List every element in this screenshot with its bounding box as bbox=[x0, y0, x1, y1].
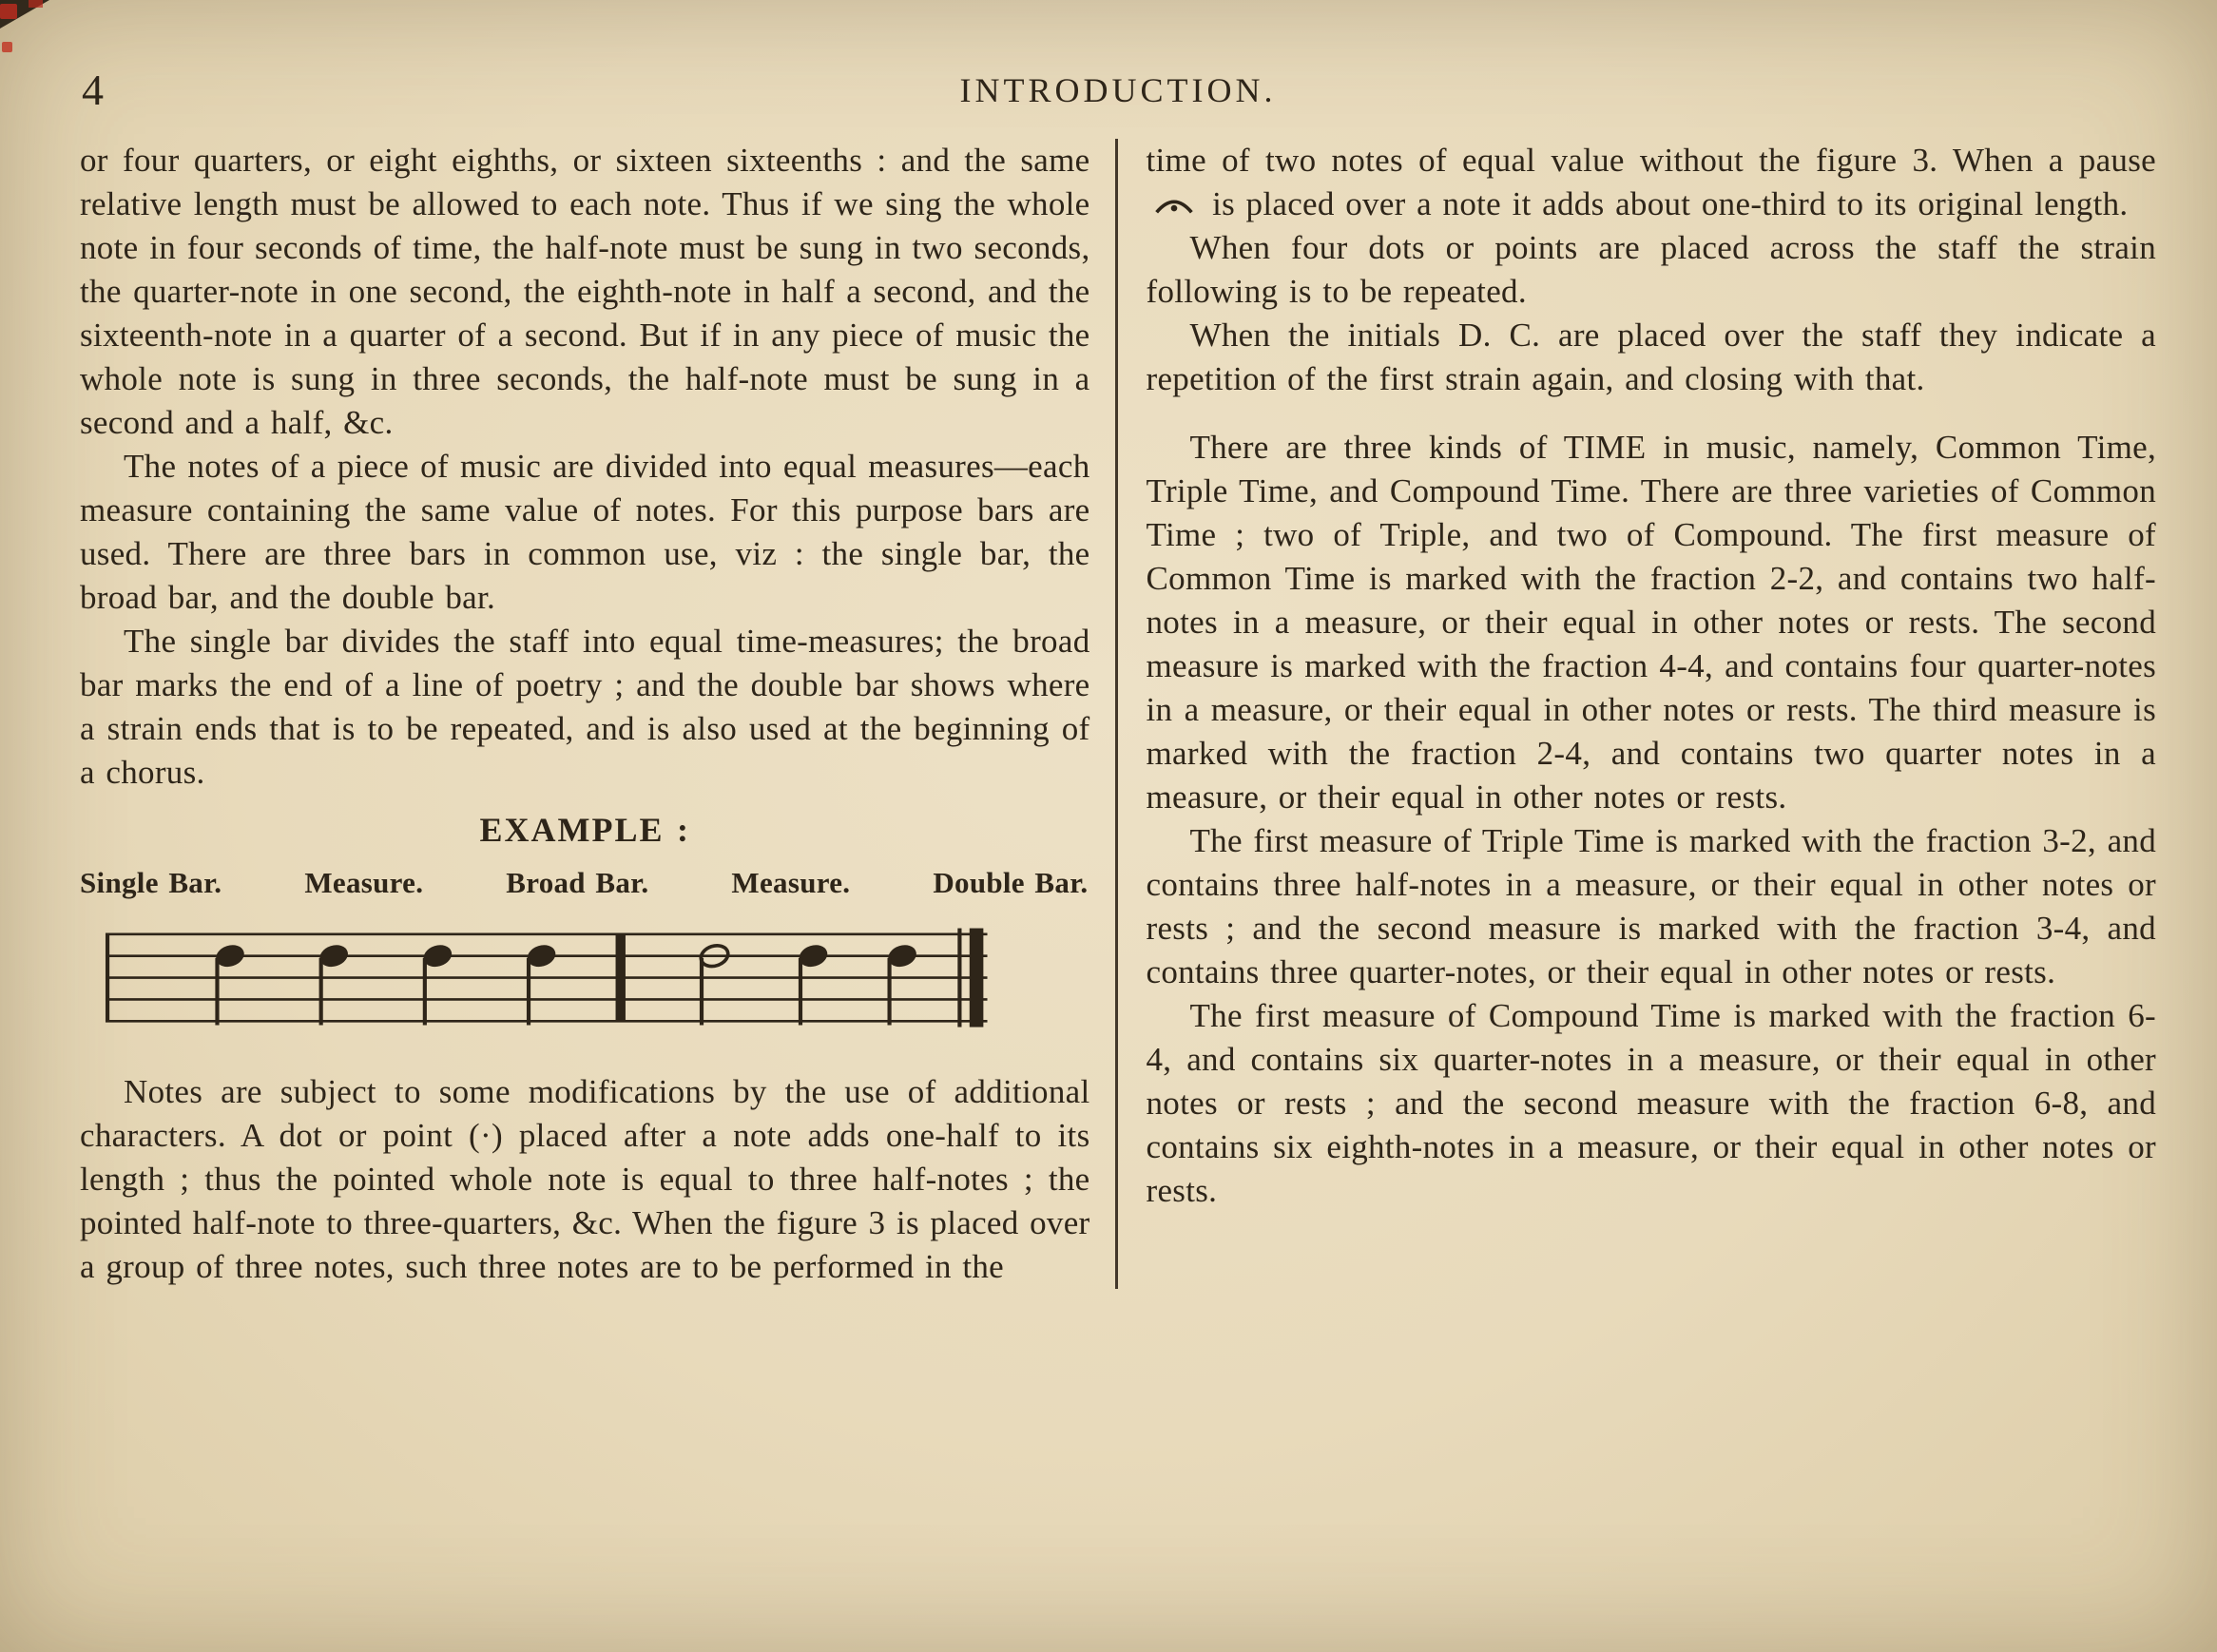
paragraph-triplet-pause bbox=[1147, 139, 2157, 226]
page-number: 4 bbox=[82, 66, 104, 114]
paragraph-kinds-of-time: There are three kinds of TIME in music, namely, Common Time, Triple Time, and Compound Time. There are three varieties of Common Time ; two of Triple, and two of Compound. The first measure of Common Time is marked with the fraction 2-2, and contains two half-notes in a measure, or their equal in other notes or rests. The second measure is marked with the fraction 4-4, and contains four quarter-notes in a measure, or their equal in other notes or rests. The third measure is marked with the fraction 2-4, and contains two quarter notes in a measure, or their equal in other notes or rests. bbox=[1146, 429, 2156, 816]
left-column bbox=[80, 139, 1115, 1289]
scan-artifact-red-mark bbox=[2, 42, 12, 52]
double-bar-thin-line bbox=[957, 929, 961, 1028]
paragraph-measures-bars: The notes of a piece of music are divided into equal measures—each measure containing the same value of notes. For this purpose bars are used. There are three bars in common use, viz : the single bar, the broad bar, and the double bar. bbox=[80, 448, 1090, 616]
page-header bbox=[80, 55, 2156, 125]
paragraph-da-capo: When the initials D. C. are placed over the staff they indicate a repetition of the first strain again, and closing with that. bbox=[1146, 317, 2156, 397]
single-bar-line bbox=[106, 934, 109, 1022]
music-staff-example bbox=[82, 914, 1012, 1053]
paragraph-bar-functions: The single bar divides the staff into equal time-measures; the broad bar marks the end of a line of poetry ; and the double bar shows where a strain ends that is to be repeated, and is also used at the beginning of a chorus. bbox=[80, 623, 1090, 791]
paragraph-quarters-seconds: or four quarters, or eight eighths, or sixteen sixteenths : and the same relative length must be allowed to each note. Thus if we sing the whole note in four seconds of time, the half-note must be sung in two seconds, the quarter-note in one second, the eighth-note in half a second, and the sixteenth-note in a quarter of a second. But if in any piece of music the whole note is sung in three seconds, the half-note must be sung in a second and a half, &c. bbox=[80, 142, 1090, 441]
page-title: INTRODUCTION. bbox=[959, 71, 1277, 109]
scan-artifact-red-mark bbox=[0, 4, 17, 19]
staff-label-measure-1: Measure. bbox=[304, 866, 424, 899]
staff-label-measure-2: Measure. bbox=[731, 866, 851, 899]
staff-label-broad-bar: Broad Bar. bbox=[506, 866, 649, 899]
staff-label-double-bar: Double Bar. bbox=[933, 866, 1089, 899]
scan-artifact-red-mark bbox=[29, 0, 43, 8]
example-heading: EXAMPLE : bbox=[479, 811, 690, 849]
staff-label-single-bar: Single Bar. bbox=[80, 866, 222, 899]
broad-bar-line bbox=[616, 934, 626, 1022]
paragraph-triple-time: The first measure of Triple Time is marked with the fraction 3-2, and contains three half-notes in a measure, or their equal in other notes or rests ; and the second measure is marked with the fraction 3-4, and contains three quarter-notes, or their equal in other notes or rests. bbox=[1146, 822, 2156, 990]
paragraph-compound-time: The first measure of Compound Time is marked with the fraction 6-4, and contains six quarter-notes in a measure, or their equal in other notes or rests ; and the second measure with the fraction 6-8, and contains six eighth-notes in a measure, or their equal in other notes or rests. bbox=[1146, 997, 2156, 1209]
paragraph-repeat-dots: When four dots or points are placed across the staff the strain following is to be repeated. bbox=[1146, 229, 2156, 310]
right-column bbox=[1118, 139, 2157, 1289]
fermata-icon bbox=[1152, 195, 1196, 216]
pause-text-before: time of two notes of equal value without the figure 3. When a pause bbox=[1146, 142, 2156, 179]
paragraph-note-modifications: Notes are subject to some modifications by the use of additional characters. A dot or point (·) placed after a note adds one-half to its length ; thus the pointed whole note is equal to three half-notes ; the pointed half-note to three-quarters, &c. When the figure 3 is placed over a group of three notes, such three notes are to be performed in the bbox=[80, 1072, 1090, 1285]
staff-labels-row bbox=[80, 861, 1089, 905]
pause-text-after: is placed over a note it adds about one-third to its original length. bbox=[1212, 185, 2129, 222]
double-bar-thick-line bbox=[970, 929, 984, 1028]
two-column-body bbox=[80, 139, 2156, 1289]
